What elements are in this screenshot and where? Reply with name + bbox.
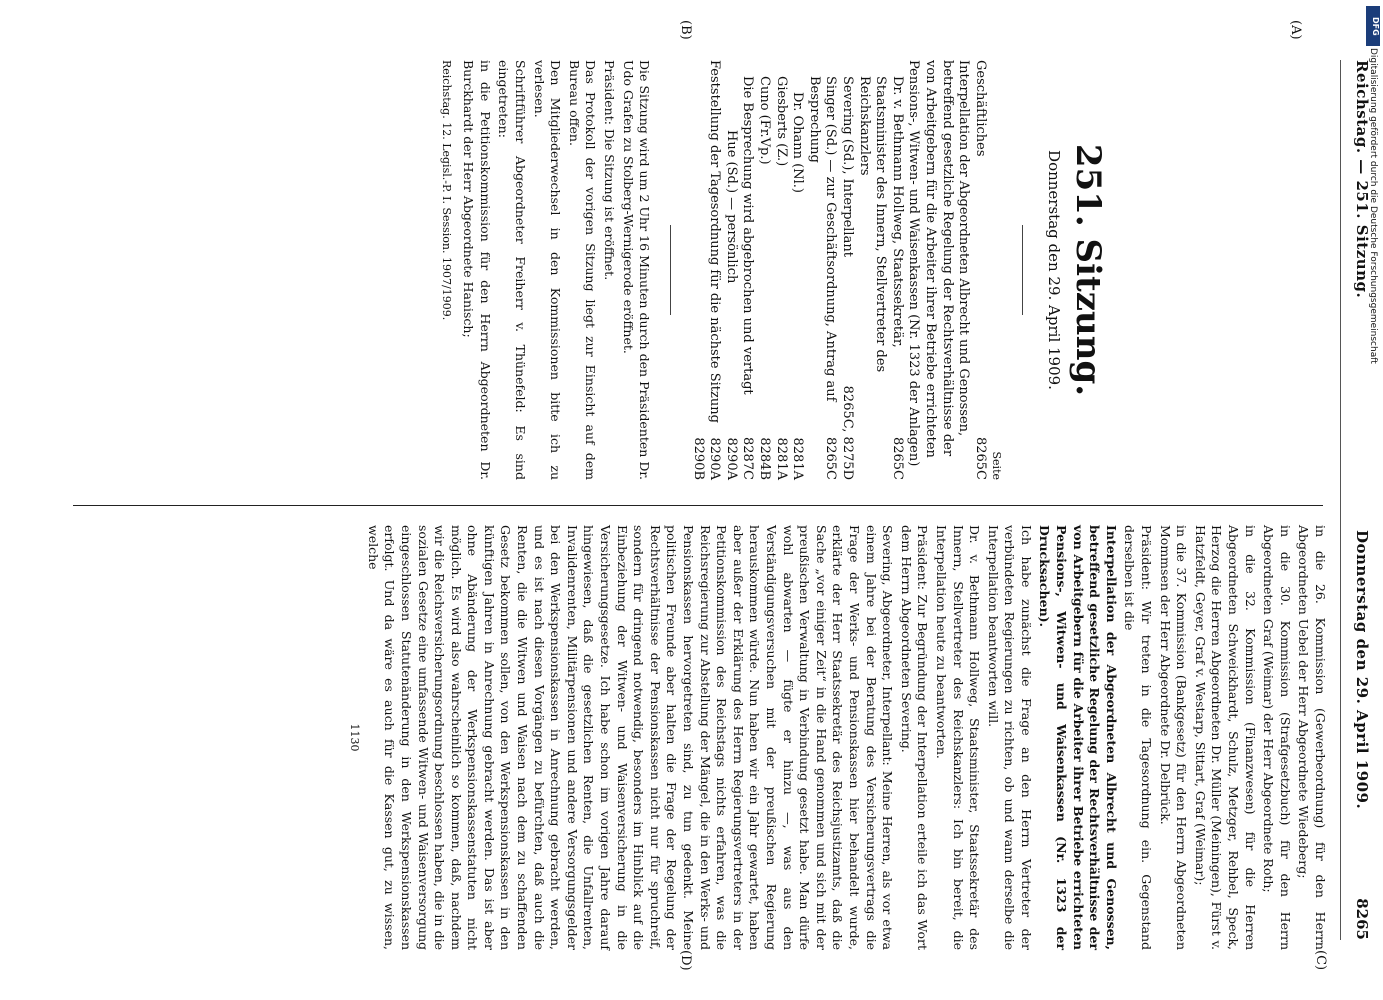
table-of-contents bbox=[689, 60, 988, 480]
right-column bbox=[346, 525, 1328, 950]
toc-row: 8290B bbox=[690, 437, 706, 480]
president-question: Ich habe zunächst die Frage an den Herrn Vertreter der verbündeten Regierungen zu richten, ob und wann derselbe die Interpellation beantworten will. bbox=[985, 525, 1034, 950]
toc-row: Giesberts (Z.) 8281A bbox=[773, 76, 789, 480]
interpellation-heading: Interpellation der Abgeordneten Albrecht und Genossen, betreffend gesetzliche Regelung der Rechtsverhältnisse der von Arbeitgebern für die Arbeiter ihrer Betriebe errichteten Pensions-, Witwen- und Waisenkassen (Nr. 1323 der Drucksachen). bbox=[1037, 525, 1119, 950]
toc-row: Feststellung der Tagesordnung für die nächste Sitzung 8290A bbox=[707, 60, 723, 480]
seite-label: Seite bbox=[990, 451, 1004, 480]
margin-marker-c: (C) bbox=[1313, 950, 1328, 971]
margin-marker-d: (D) bbox=[678, 950, 693, 971]
secretary-paragraph: Schriftführer Abgeordneter Freiherr v. Thünefeld: Es sind eingetreten: bbox=[496, 60, 528, 480]
digitization-note: Digitalisierung gefördert durch die Deutsche Forschungsgemeinschaft bbox=[1368, 48, 1378, 364]
dfg-logo: DFG bbox=[1366, 6, 1380, 46]
agenda-paragraph: Präsident: Wir treten in die Tagesordnung ein. Gegenstand derselben ist die bbox=[1122, 525, 1155, 950]
commission-entry: in die 30. Kommission (Strafgesetzbuch) für den Herrn Abgeordneten Graf (Weimar) der Herr Abgeordnete Roth; bbox=[1261, 525, 1293, 950]
margin-marker-b: (B) bbox=[678, 20, 693, 40]
margin-marker-a: (A) bbox=[1288, 20, 1303, 40]
protocol-paragraph: Das Protokoll der vorigen Sitzung liegt zur Einsicht auf dem Bureau offen. bbox=[566, 60, 599, 480]
toc-row: Dr. Ohann (Nl.) 8281A bbox=[790, 92, 806, 480]
column-divider bbox=[73, 505, 1323, 506]
toc-row: Interpellation der Abgeordneten Albrecht und Genossen, betreffend gesetzliche Regelung der Rechtsverhältnisse der von Arbeitgebern für die Arbeiter ihrer Betriebe errichteten Pensions-, Witwen- und Waisenkassen (Nr. 1323 der Anlagen) bbox=[906, 60, 972, 467]
minister-answer: Dr. v. Bethmann Hollweg, Staatsminister, Staatssekretär des Innern, Stellvertreter des Reichskanzlers: Ich bin bereit, die Interpellation heute zu beantworten. bbox=[933, 525, 983, 950]
commission-paragraph: in die Petitionskommission für den Herrn Abgeordneten Dr. Burckhardt der Herr Abgeordnete Hanisch; bbox=[461, 60, 493, 480]
member-change-paragraph: Den Mitgliederwechsel in den Kommissionen bitte ich zu verlesen. bbox=[531, 60, 564, 480]
left-column bbox=[437, 60, 1328, 480]
toc-row: Severing (Sd.), Interpellant 8265C, 8275D bbox=[840, 76, 856, 480]
toc-row: Cuno (Fr.Vp.) 8284B bbox=[757, 76, 773, 480]
toc-row: Hue (Sd.) — persönlich 8290A bbox=[723, 130, 739, 480]
commission-entry: in die 37. Kommission (Bankgesetz) für den Herrn Abgeordneten Mommsen der Herr Abgeordnete Dr. Delbrück. bbox=[1157, 525, 1190, 950]
toc-row: Dr. v. Bethmann Hollweg, Staatssekretär, Staatsminister des Innern, Stellvertreter des Reichskanzlers 8265C bbox=[856, 76, 905, 480]
president-floor: Präsident: Zur Begründung der Interpellation erteile ich das Wort dem Herrn Abgeordneten Severing. bbox=[898, 525, 931, 950]
header-center: Donnerstag den 29. April 1909. bbox=[1353, 530, 1371, 810]
toc-row: Geschäftliches 8265C bbox=[972, 60, 988, 480]
session-date: Donnerstag den 29. April 1909. bbox=[1045, 150, 1063, 390]
header-rule bbox=[1340, 60, 1341, 940]
commission-entry: in die 26. Kommission (Gewerbeordnung) für den Herrn Abgeordneten Uebel der Herr Abgeordnete Wiedeberg; bbox=[1296, 525, 1328, 950]
opening-paragraph: Die Sitzung wird um 2 Uhr 16 Minuten durch den Präsidenten Dr. Udo Grafen zu Stolberg-Wernigerode eröffnet. bbox=[620, 60, 653, 480]
toc-row: Singer (Sd.) — zur Geschäftsordnung, Antrag auf Besprechung 8265C bbox=[806, 76, 839, 480]
footer-note: Reichstag. 12. Legisl.-P. I. Session. 1907/1909. bbox=[439, 60, 453, 321]
president-statement: Präsident: Die Sitzung ist eröffnet. bbox=[601, 60, 617, 281]
signature-number: 1130 bbox=[348, 723, 362, 752]
severing-speech: Severing, Abgeordneter, Interpellant: Meine Herren, als vor etwa einem Jahre bei der Beratung des Versicherungsvertrags die Frage der Werks- und Pensionskassen hier behandelt wurde, erklärte der Herr Staatssekretär des Reichsjustizamts, daß die Sache „vor einiger Zeit“ in die Hand genommen und sich mit der preußischen Verwaltung in Verbindung gesetzt habe. Man dürfe wohl abwarten — fügte er hinzu —, was aus den Verständigungsversuchen mit der preußischen Regierung herauskommen würde. Nun haben wir ein Jahr gewartet, haben aber außer der Erklärung des Herrn Regierungsvertreters in der Petitionskommission des Reichstags nichts erfahren, was die Reichsregierung zur Abstellung der Mängel, die in den Werks- und Pensionskassen hervorgetreten sind, zu tun gedenkt. Meine politischen Freunde aber halten die Frage der Regelung der Rechtsverhältnisse der Pensionskassen nicht nur für spruchreif, sondern für dringend notwendig, besonders im Hinblick auf die Einbeziehung der Witwen- und Waisenversicherung in die Versicherungsgesetze. Ich habe schon im vorigen Jahre darauf hingewiesen, daß die gesetzlichen Renten, die Unfallrenten, Invalidenrenten, Militärpensionen und andere Versorgungsgelder bei den Werkspensionskassen in Anrechnung gebracht werden, und es ist nach diesen Vorgängen zu befürchten, daß auch die Renten, die die Witwen und Waisen nach dem zu schaffenden Gesetz bekommen sollen, von den Werkspensionskassen in den künftigen Jahren in Anrechnung gebracht werden. Das ist aber ohne Abänderung der Werkspensionskassenstatuten nicht möglich. Es wird also wahrscheinlich so kommen, daß, nachdem wir die Reichsversicherungsordnung beschlossen haben, die in die sozialen Gesetze eine umfassende Witwen- und Waisenversorgung eingeschlossen Statutenänderung in den Werkspensionskassen erfolgt. Und da wäre es auch für die Kassen gut, zu wissen, welche bbox=[365, 525, 896, 950]
commission-entry: in die 32. Kommission (Finanzwesen) für die Herren Abgeordneten Schweickhardt, Schulz, Metzger, Rehbel, Speck, Herzog die Herren Abgeordneten Dr. Müller (Meiningen), Fürst v. Hatzfeldt, Geyer, Graf v. Westarp, Sittart, Graf (Weimar); bbox=[1192, 525, 1258, 950]
session-title: 251. Sitzung. bbox=[1068, 143, 1108, 397]
section-rule bbox=[670, 225, 671, 315]
toc-row: Die Besprechung wird abgebrochen und vertagt 8287C bbox=[740, 76, 756, 480]
title-rule bbox=[1022, 225, 1023, 315]
page-number: 8265 bbox=[1353, 898, 1371, 940]
header-left: Reichstag. — 251. Sitzung. bbox=[1353, 60, 1371, 299]
